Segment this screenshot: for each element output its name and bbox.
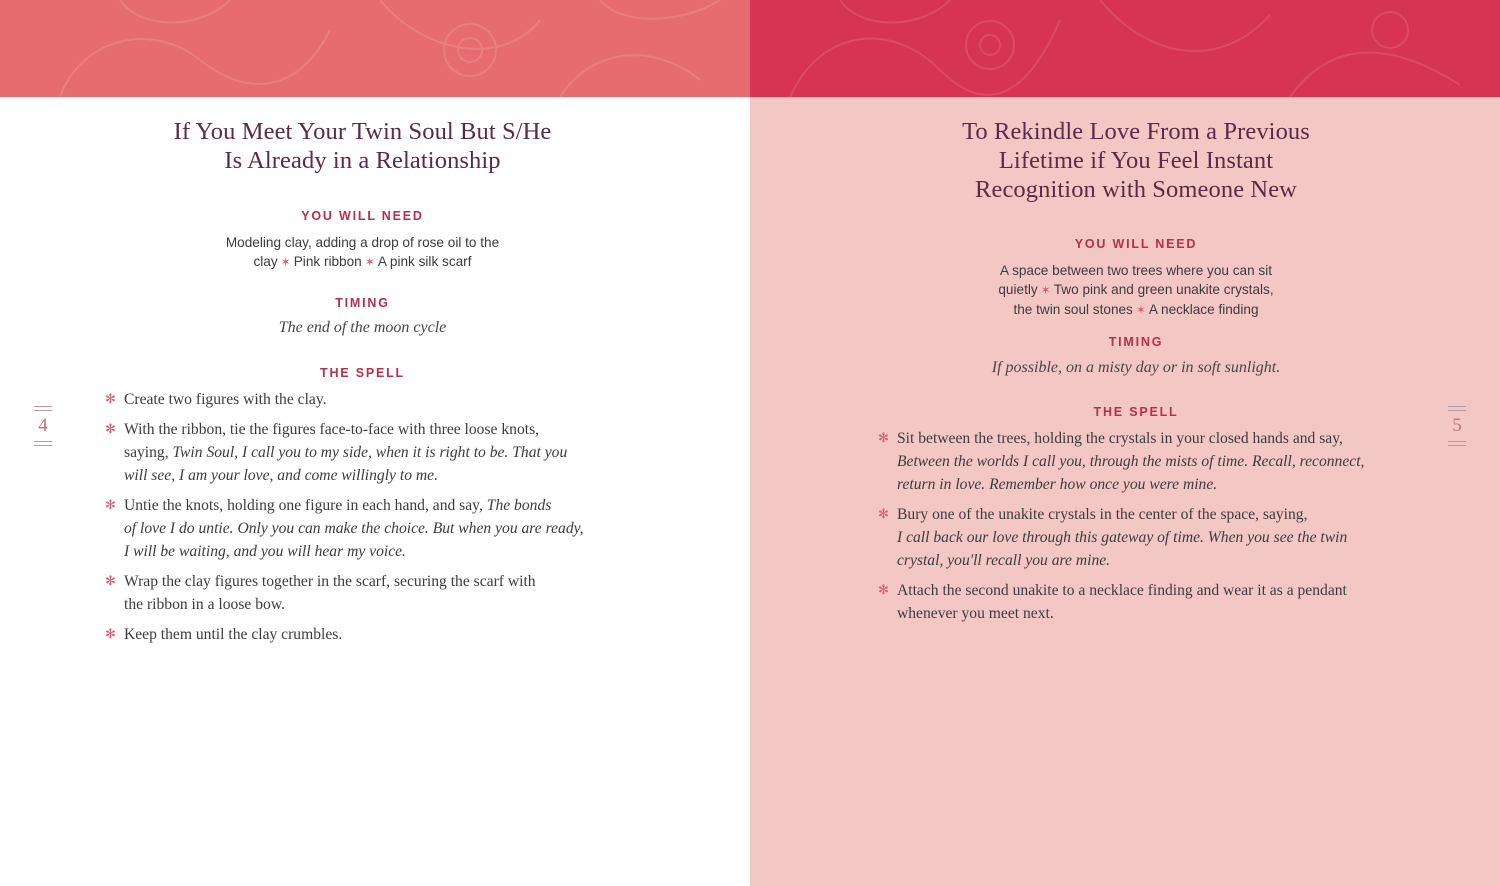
step-line: Keep them until the clay crumbles. — [124, 626, 343, 643]
ingredients-line — [860, 280, 1412, 300]
spell-step — [878, 503, 1398, 572]
the-spell-label: THE SPELL — [1093, 405, 1179, 419]
folio-rule — [1448, 441, 1466, 442]
asterisk-flower-icon: ✻ — [878, 507, 889, 522]
folio-rule — [34, 441, 52, 442]
step-incantation: Twin Soul, I call you to my side, when it is right to be. That you — [172, 444, 568, 461]
step-text: saying, — [124, 444, 173, 461]
ingredients-line — [860, 300, 1412, 320]
spell-step — [105, 494, 605, 563]
title-line: If You Meet Your Twin Soul But S/He — [173, 118, 552, 145]
ingredients-line — [100, 252, 625, 272]
star-icon: ✶ — [1040, 283, 1051, 297]
spell-step — [105, 418, 605, 487]
ingredients-list — [860, 261, 1412, 320]
step-line: crystal, you'll recall you are mine. — [897, 552, 1111, 569]
step-line: whenever you meet next. — [897, 605, 1054, 622]
asterisk-flower-icon: ✻ — [105, 392, 116, 407]
right-decorative-banner — [750, 0, 1500, 97]
ingredients-list — [100, 233, 625, 272]
right-page — [750, 0, 1500, 886]
damask-pattern-icon — [0, 0, 750, 97]
title-line: Lifetime if You Feel Instant — [998, 147, 1274, 174]
asterisk-flower-icon: ✻ — [878, 431, 889, 446]
title-line: Recognition with Someone New — [975, 176, 1297, 203]
timing-text: If possible, on a misty day or in soft sunlight. — [991, 359, 1281, 376]
left-decorative-banner — [0, 0, 750, 97]
step-line: of love I do untie. Only you can make the choice. But when you are ready, — [124, 520, 584, 537]
page-number-left — [33, 406, 53, 446]
step-line: I call back our love through this gateway of time. When you see the twin — [897, 529, 1348, 546]
ingredient-text: Pink ribbon — [293, 254, 362, 269]
step-line: Attach the second unakite to a necklace finding and wear it as a pendant — [897, 582, 1347, 599]
spell-step — [878, 579, 1398, 625]
page-number-right — [1447, 406, 1467, 446]
step-line: will see, I am your love, and come willingly to me. — [124, 467, 438, 484]
spell-step — [105, 623, 605, 646]
step-line: Create two figures with the clay. — [124, 391, 327, 408]
asterisk-flower-icon: ✻ — [105, 498, 116, 513]
ingredient-text: Two pink and green unakite crystals, — [1053, 282, 1274, 297]
step-line — [124, 441, 605, 464]
ingredient-text: quietly — [998, 282, 1038, 297]
step-line: Sit between the trees, holding the crystals in your closed hands and say, — [897, 430, 1343, 447]
right-title — [860, 117, 1412, 204]
timing-label: TIMING — [335, 296, 390, 310]
page-number: 4 — [38, 415, 48, 436]
page-number: 5 — [1452, 415, 1462, 436]
ingredient-text: Modeling clay, adding a drop of rose oil to the — [225, 235, 500, 250]
spell-step — [105, 388, 605, 411]
star-icon: ✶ — [280, 255, 291, 269]
damask-pattern-icon — [750, 0, 1500, 97]
step-line: With the ribbon, tie the figures face-to-face with three loose knots, — [124, 421, 540, 438]
you-will-need-label: YOU WILL NEED — [301, 209, 424, 223]
timing-text: The end of the moon cycle — [278, 319, 447, 336]
step-line: I will be waiting, and you will hear my voice. — [124, 543, 406, 560]
spell-steps — [878, 427, 1398, 632]
step-line: the ribbon in a loose bow. — [124, 596, 285, 613]
star-icon: ✶ — [1135, 303, 1146, 317]
asterisk-flower-icon: ✻ — [105, 627, 116, 642]
asterisk-flower-icon: ✻ — [105, 422, 116, 437]
ingredients-line — [100, 233, 625, 252]
step-line: return in love. Remember how once you were mine. — [897, 476, 1218, 493]
folio-rule — [34, 406, 52, 407]
step-text: Untie the knots, holding one figure in each hand, and say, — [124, 497, 487, 514]
asterisk-flower-icon: ✻ — [105, 574, 116, 589]
timing-label: TIMING — [1108, 335, 1164, 349]
asterisk-flower-icon: ✻ — [878, 583, 889, 598]
spell-steps — [105, 388, 605, 653]
step-incantation: The bonds — [486, 497, 552, 514]
step-line: Between the worlds I call you, through the mists of time. Recall, reconnect, — [897, 453, 1365, 470]
folio-rule — [1448, 445, 1466, 446]
ingredient-text: the twin soul stones — [1013, 302, 1133, 317]
you-will-need-label: YOU WILL NEED — [1074, 237, 1198, 251]
the-spell-label: THE SPELL — [320, 366, 405, 380]
ingredient-text: A necklace finding — [1148, 302, 1259, 317]
ingredient-text: A space between two trees where you can sit — [999, 263, 1273, 278]
title-line: To Rekindle Love From a Previous — [962, 118, 1310, 145]
spell-step — [105, 570, 605, 616]
spell-step — [878, 427, 1398, 496]
folio-rule — [1448, 406, 1466, 407]
title-line: Is Already in a Relationship — [224, 147, 501, 174]
folio-rule — [34, 445, 52, 446]
step-line: Bury one of the unakite crystals in the center of the space, saying, — [897, 506, 1308, 523]
left-title — [100, 117, 625, 175]
ingredient-text: clay — [253, 254, 278, 269]
step-line — [124, 494, 605, 517]
ingredient-text: A pink silk scarf — [377, 254, 472, 269]
star-icon: ✶ — [364, 255, 375, 269]
ingredients-line — [860, 261, 1412, 280]
step-line: Wrap the clay figures together in the scarf, securing the scarf with — [124, 573, 536, 590]
